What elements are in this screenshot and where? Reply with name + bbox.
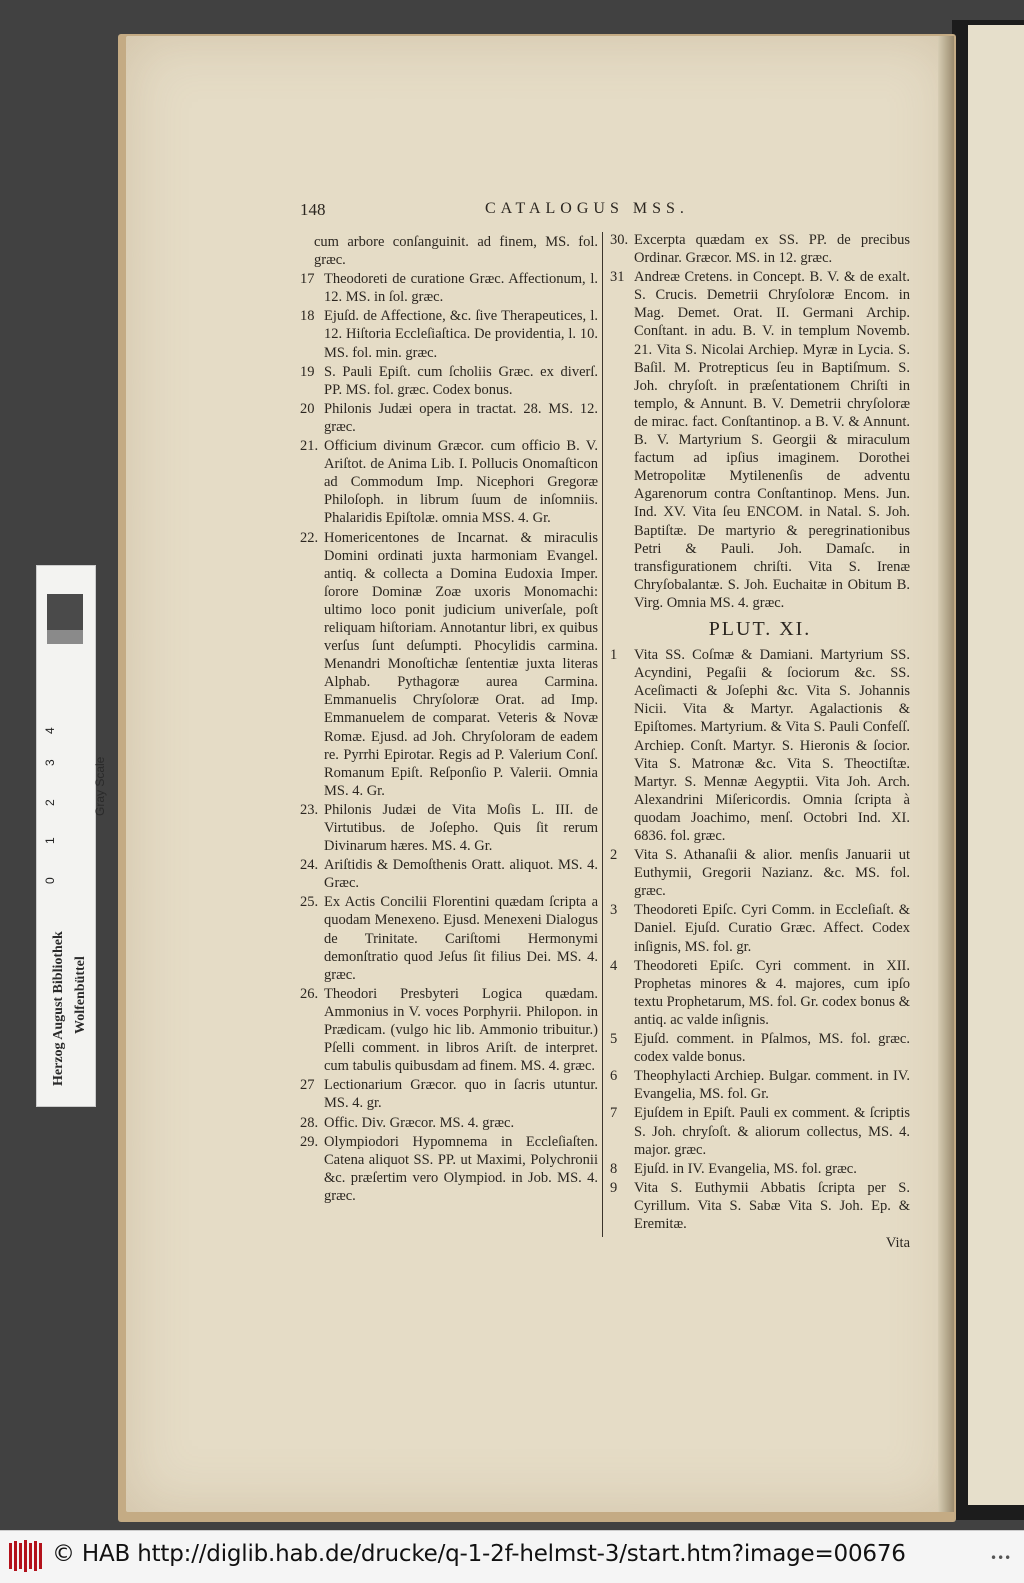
ruler-number: 0 <box>43 877 57 884</box>
entry-text: cum arbore conſanguinit. ad finem, MS. fol. græc. <box>314 234 598 269</box>
catalog-entry <box>300 307 598 361</box>
catalog-entry <box>300 400 598 436</box>
catalog-entry <box>300 270 598 306</box>
entry-text: Ejuſd. de Affectione, &c. ſive Therapeutices, l. 12. Hiſtoria Eccleſiaſtica. De providentia, l. 10. MS. fol. min. græc. <box>324 308 598 361</box>
right-column-entries-bottom <box>610 646 910 1233</box>
footer-bar <box>0 1530 1024 1583</box>
left-column <box>300 233 598 1206</box>
catalog-entry <box>610 1179 910 1233</box>
entry-number: 9 <box>610 1179 618 1196</box>
entry-number: 6 <box>610 1068 618 1085</box>
entry-text: Homericentones de Incarnat. & miraculis Domini ordinati juxta harmoniam Evangel. antiq. & collecta a Domina Eudoxia Imper. ſorore Dominæ Zoæ uxoris Monomachi: ultimo loco ponit judicium univerſale, poſt reliquam hiſtoriam. Annotantur libri, ex quibus verſus ſunt deſumpti. Phocylidis carmina. Menandri Monoſtichæ ſententiæ juxta literas Alphab. Pythagoræ aurea Carmina. Emmanuelis Chryſoloræ Orat. ad Imp. Emmanuelem de comparat. Veteris & Novæ Romæ. Ejusd. ad Joh. Chryſoloram de eadem re. Pyrrhi Epirotar. Regis ad P. Valerium Conſ. Romanum Epiſt. Reſponſio P. Valerii. Omnia MS. 4. Gr. <box>324 529 598 799</box>
entry-text: Theodoreti Epiſc. Cyri Comm. in Eccleſiaſt. & Daniel. Ejuſd. Curatio Græc. Affect. Codex inſignis, MS. fol. gr. <box>634 902 910 955</box>
catalog-entry <box>610 1067 910 1103</box>
entry-number: 3 <box>610 902 618 919</box>
gray-swatch-mid <box>47 630 83 644</box>
catalog-entry <box>610 646 910 845</box>
ruler-number: 2 <box>43 799 57 806</box>
catalog-entry <box>300 985 598 1075</box>
entry-number: 30. <box>610 232 629 248</box>
gray-scale-label: Gray Scale <box>93 756 107 816</box>
catalog-entry <box>300 437 598 527</box>
entry-text: Ejuſd. in IV. Evangelia, MS. fol. græc. <box>634 1160 857 1177</box>
ruler-number: 3 <box>43 759 57 766</box>
entry-number: 27 <box>300 1077 315 1094</box>
footer-url-text: © HAB http://diglib.hab.de/drucke/q-1-2f-helmst-3/start.htm?image=00676 <box>52 1541 906 1567</box>
entry-text: Philonis Judæi opera in tractat. 28. MS. 12. græc. <box>324 400 598 435</box>
entry-number: 24. <box>300 857 319 874</box>
entry-number: 28. <box>300 1114 319 1131</box>
entry-number: 20 <box>300 400 315 417</box>
catalog-entry <box>610 268 910 612</box>
page-number: 148 <box>300 200 326 219</box>
column-rule <box>602 232 603 1237</box>
entry-number: 31 <box>610 269 625 286</box>
ruler-number: 4 <box>43 727 57 734</box>
entry-text: Theophylacti Archiep. Bulgar. comment. in IV. Evangelia, MS. fol. Gr. <box>634 1068 910 1103</box>
entry-number: 18 <box>300 308 315 325</box>
catalog-entry <box>300 856 598 892</box>
facing-page-edge <box>968 25 1024 1505</box>
right-column <box>610 231 910 1252</box>
ruler-number: 1 <box>43 837 57 844</box>
entry-number: 7 <box>610 1105 618 1122</box>
entry-number: 19 <box>300 363 315 380</box>
entry-text: Vita S. Athanaſii & alior. menſis Januarii ut Euthymii, Gregorii Nazianz. &c. MS. fol. græc. <box>634 847 910 900</box>
hab-logo-icon <box>8 1539 46 1573</box>
entry-text: Ejuſdem in Epiſt. Pauli ex comment. & ſcriptis S. Joh. chryſoſt. & aliorum collectus, MS. 4. major. græc. <box>634 1105 910 1158</box>
catalog-entry <box>300 363 598 399</box>
entry-text: Olympiodori Hypomnema in Eccleſiaſten. Catena aliquot SS. PP. ut Maximi, Polychronii &c. præſertim vero Olympiod. in Job. MS. 4. græc. <box>324 1133 598 1204</box>
catalog-entry <box>610 1030 910 1066</box>
entry-number: 29. <box>300 1133 319 1150</box>
entry-number: 22. <box>300 529 319 546</box>
catchword: Vita <box>885 1235 910 1252</box>
right-column-entries-top <box>610 231 910 612</box>
page-title: CATALOGUS MSS. <box>485 200 689 217</box>
entry-text: Theodoreti de curatione Græc. Affectionum, l. 12. MS. in ſol. græc. <box>324 271 598 306</box>
entry-text: Officium divinum Græcor. cum officio B. V. Ariſtot. de Anima Lib. I. Pollucis Onomaſticon ad Commodum Imp. Nicephori Gregoræ Philoſoph. in librum ſuum de inſomniis. Phalaridis Epiſtolæ. omnia MSS. 4. Gr. <box>324 438 598 527</box>
catalog-entry <box>300 1133 598 1205</box>
entry-number: 17 <box>300 271 315 288</box>
entry-number: 23. <box>300 801 319 818</box>
entry-text: S. Pauli Epiſt. cum ſcholiis Græc. ex diverſ. PP. MS. fol. græc. Codex bonus. <box>324 363 598 398</box>
entry-text: Ejuſd. comment. in Pſalmos, MS. fol. græc. codex valde bonus. <box>634 1031 910 1066</box>
catalog-entry <box>300 233 598 269</box>
catalog-entry <box>610 901 910 955</box>
entry-text: Lectionarium Græcor. quo in ſacris utuntur. MS. 4. gr. <box>324 1077 598 1112</box>
gray-swatch-dark <box>47 594 83 630</box>
entry-text: Excerpta quædam ex SS. PP. de precibus Ordinar. Græcor. MS. in 12. græc. <box>634 232 910 267</box>
entry-text: Vita S. Euthymii Abbatis ſcripta per S. Cyrillum. Vita S. Sabæ Vita S. Joh. Ep. & Eremitæ. <box>634 1179 910 1232</box>
catalog-entry <box>610 957 910 1029</box>
entry-number <box>300 233 314 269</box>
entry-text: Philonis Judæi de Vita Moſis L. III. de Virtutibus. de Joſepho. Quis ſit rerum Divinarum hæres. MS. 4. Gr. <box>324 801 598 855</box>
entry-text: Ariſtidis & Demoſthenis Oratt. aliquot. MS. 4. Græc. <box>324 857 598 892</box>
entry-number: 8 <box>610 1160 618 1177</box>
entry-number: 21. <box>300 438 319 455</box>
entry-number: 26. <box>300 985 319 1002</box>
catalog-entry <box>300 1114 598 1132</box>
library-name: Herzog August Bibliothek <box>51 931 66 1086</box>
entry-number: 2 <box>610 847 618 864</box>
library-city: Wolfenbüttel <box>73 956 88 1034</box>
entry-text: Ex Actis Concilii Florentini quædam ſcripta a quodam Menexeno. Ejusd. Menexeni Dialogus de Trinitate. Cariſtomi Hermonymi demonſtratio quod Jeſus ſit filius Dei. MS. 4. græc. <box>324 894 598 983</box>
catalog-entry <box>300 801 598 855</box>
entry-text: Vita SS. Coſmæ & Damiani. Martyrium SS. Acyndini, Pegaſii & ſociorum &c. SS. Aceſimacti & Joſephi &c. Vita S. Johannis Nicii. Vita & Martyr. Agalactionis & Epiſtomes. Martyrium. & Vita S. Pauli Confeſſ. Archiep. Conſt. Martyr. S. Hieronis & ſocior. Vita S. Matronæ &c. Vita S. Theoctiſtæ. Martyr. S. Mennæ Aegyptii. Vita Joh. Arch. Alexandrini Miſericordis. Omnia ſcripta à quodam Joachimo, menſ. Octobri Ind. XI. 6836. fol. græc. <box>634 647 910 844</box>
entry-number: 1 <box>610 647 618 664</box>
catalog-entry <box>610 1104 910 1158</box>
catalog-entry <box>610 231 910 267</box>
entry-text: Theodori Presbyteri Logica quædam. Ammonius in V. voces Porphyrii. Philopon. in Prædicam. (vulgo hic lib. Ammonio tribuitur.) Pſelli comment. in libros Ariſt. de interpret. cum tabulis quibusdam ad finem. MS. 4. græc. <box>324 985 598 1075</box>
running-head <box>300 200 910 224</box>
section-heading: PLUT. XI. <box>708 617 812 640</box>
entry-number: 25. <box>300 894 319 911</box>
entry-text: Andreæ Cretens. in Concept. B. V. & de exalt. S. Crucis. Demetrii Chryſoloræ Encom. in Mag. Demet. Orat. II. Germani Archip. Conſtant. in adu. B. V. in templum Novemb. 21. Vita S. Nicolai Archiep. Myræ in Lycia. S. Baſil. M. Protrepticus ſeu in Baptiſmum. S. Joh. chryſoſt. in præſentationem Chriſti in templo, & Annunt. B. V. Demetrii chryſoloræ de mirac. fact. Conſtantinop. a B. V. & Annunt. B. V. Martyrium S. Georgii & miraculum factum ad ipſius imaginem. Dorothei Metropolitæ Mytilenenſis de adventu Agarenorum contra Conſtantinop. Mens. Jun. Ind. XV. Vita ſeu ENCOM. in Natal. S. Joh. Baptiſtæ. De martyrio & peregrinationibus Petri & Pauli. Joh. Damaſc. in transfigurationem chriſti. Vita S. Irenæ Chryſobalantæ. S. Joh. Euchaitæ in Obitum B. Virg. Omnia MS. 4. græc. <box>634 269 910 611</box>
entry-number: 4 <box>610 957 618 974</box>
entry-text: Offic. Div. Græcor. MS. 4. græc. <box>324 1114 515 1131</box>
gray-scale-card <box>36 565 107 1107</box>
footer-dots: ••• <box>990 1551 1012 1565</box>
page-gutter <box>938 36 954 1512</box>
catalog-entry <box>610 846 910 900</box>
entry-number: 5 <box>610 1031 618 1048</box>
catalog-entry <box>610 1160 910 1178</box>
catalog-entry <box>300 1076 598 1112</box>
catalog-entry <box>300 893 598 983</box>
catalog-entry <box>300 529 598 800</box>
entry-text: Theodoreti Epiſc. Cyri comment. in XII. Prophetas minores & 4. majores, cum ipſo textu Prophetarum, MS. fol. Gr. codex bonus & antiq. ac valde inſignis. <box>634 957 910 1028</box>
